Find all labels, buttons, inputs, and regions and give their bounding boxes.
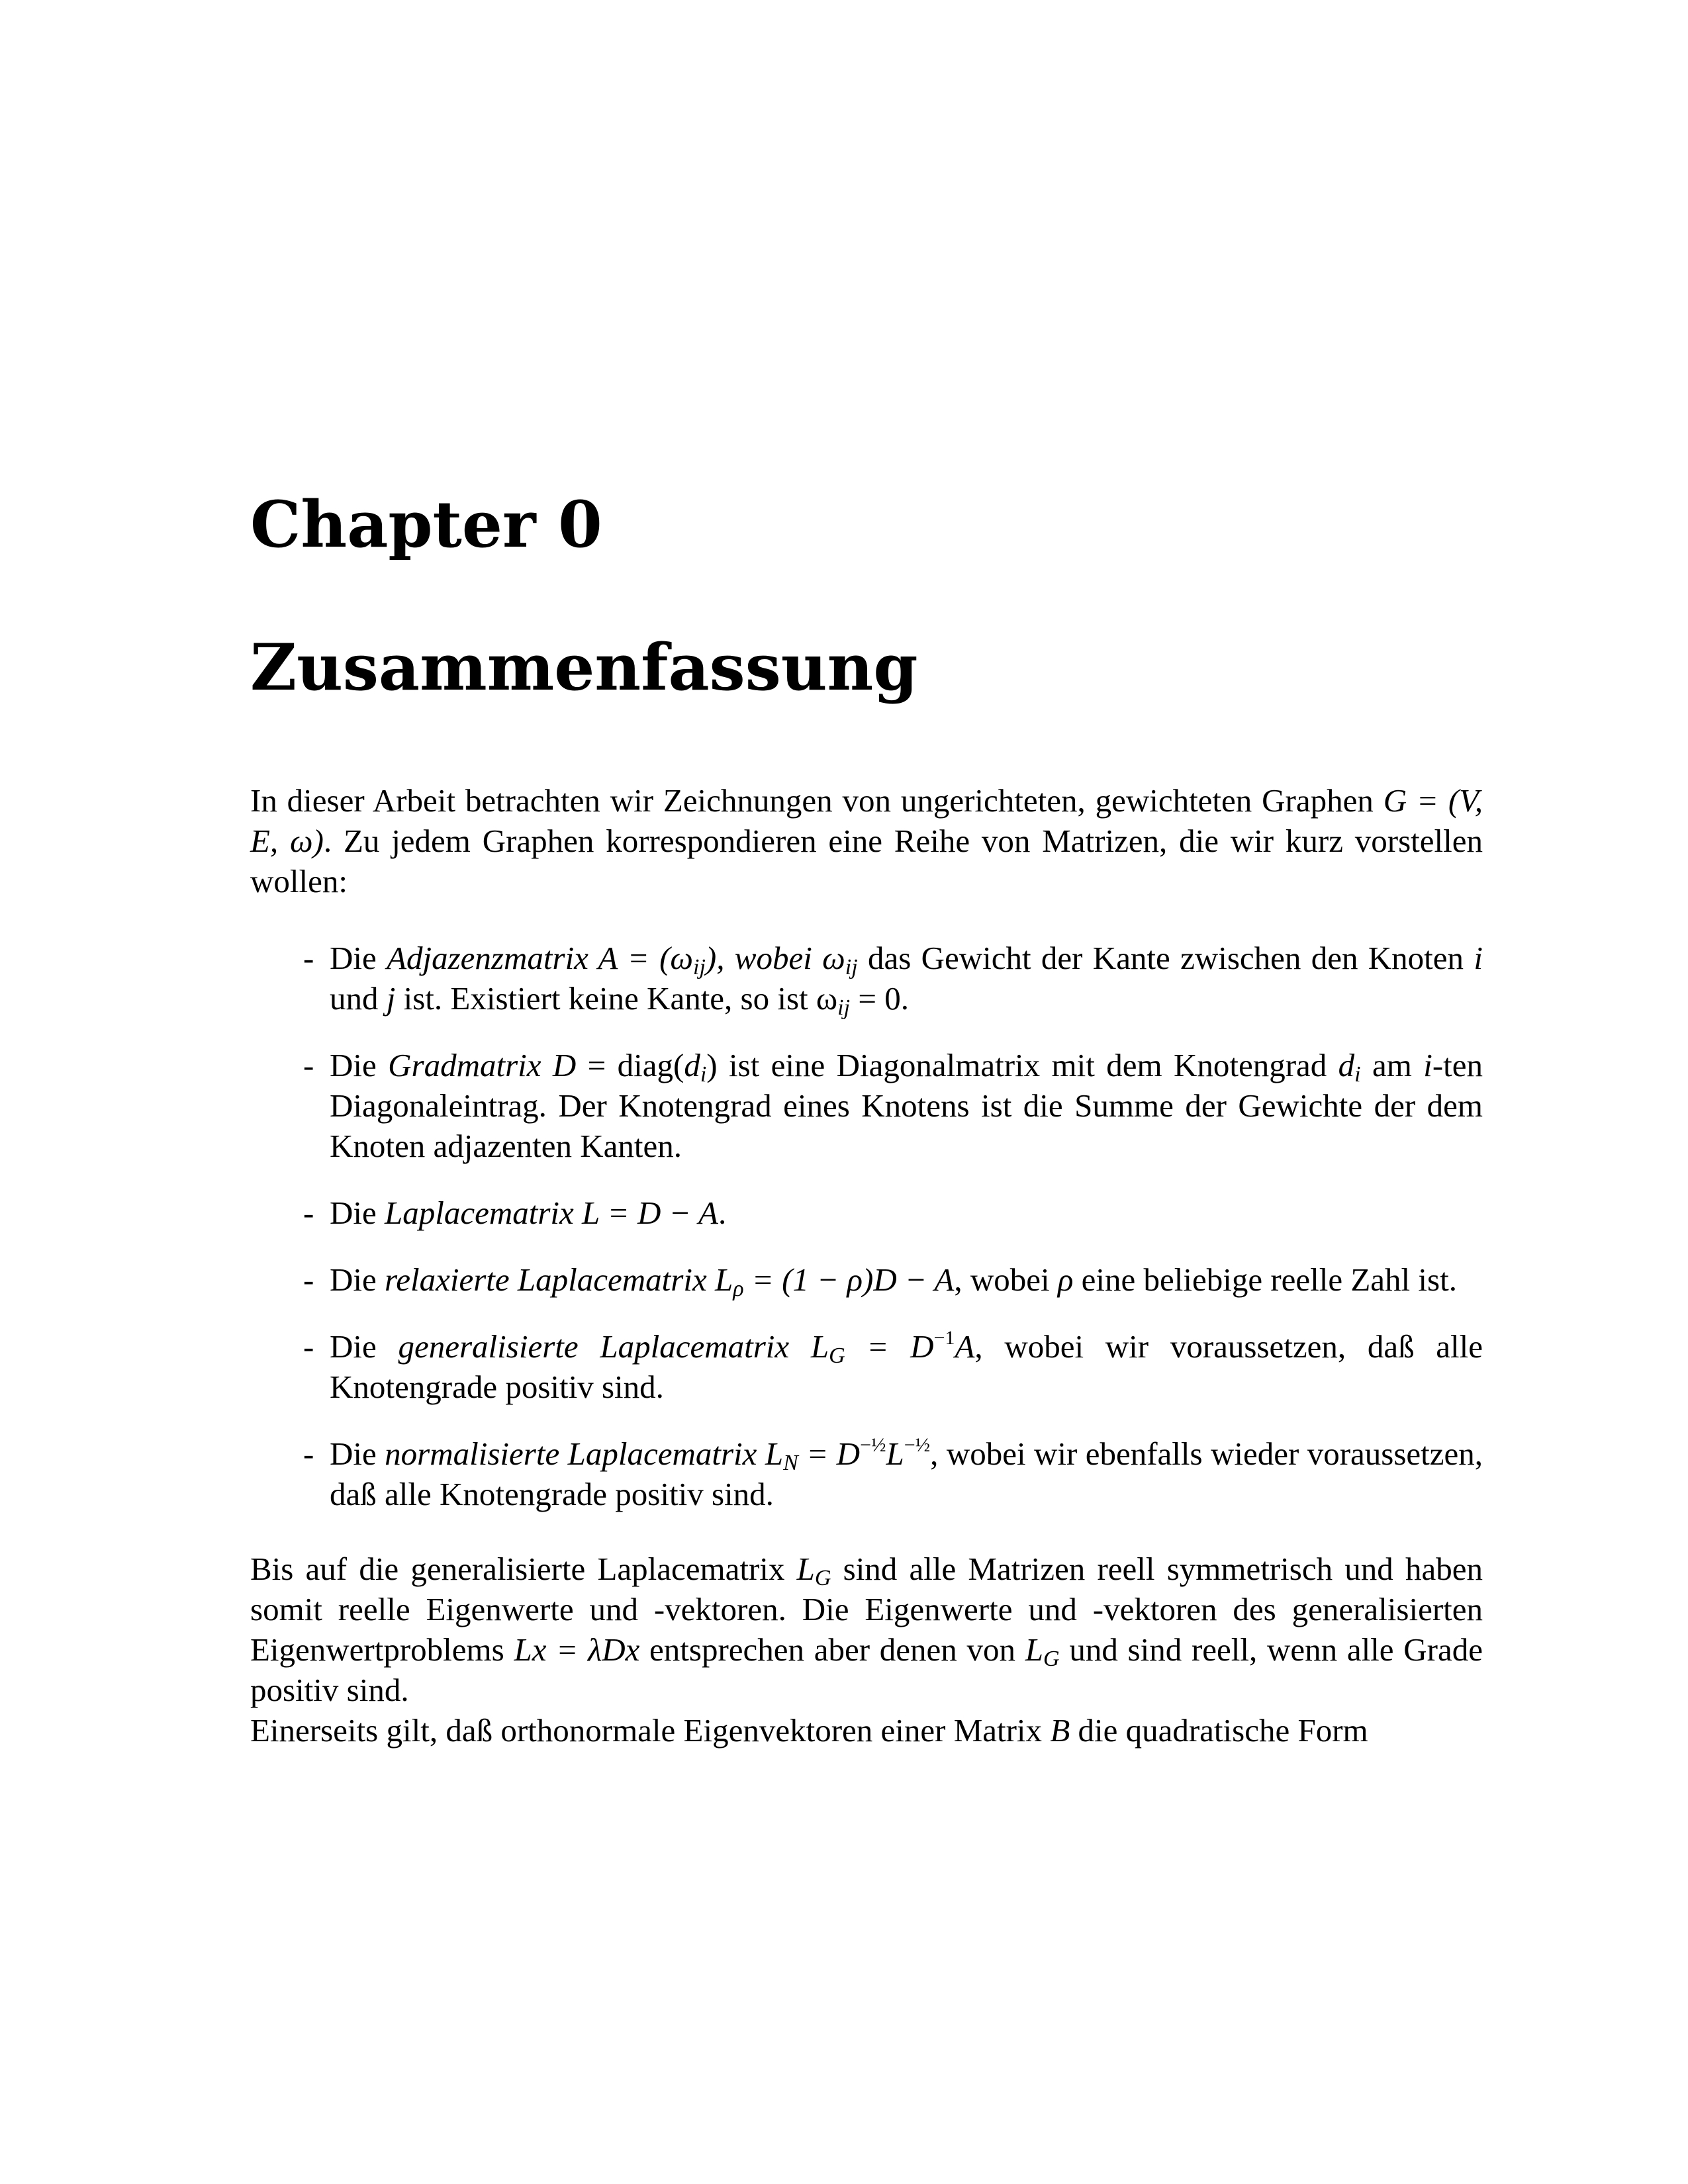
item-math-sup: −1 xyxy=(933,1327,955,1349)
item-math: L = D − A xyxy=(573,1195,718,1232)
list-item xyxy=(250,1259,1483,1300)
chapter-label: Chapter 0 xyxy=(250,487,602,562)
item-term: relaxierte Laplacematrix xyxy=(385,1261,707,1298)
item-math: D xyxy=(541,1047,577,1084)
closing-paragraph xyxy=(250,1549,1483,1751)
list-dash: - xyxy=(303,1435,314,1473)
item-math: i xyxy=(1474,940,1483,977)
closing-text: und sind reell, wenn alle Grade positiv sind. xyxy=(250,1631,1483,1709)
item-math: d xyxy=(684,1047,700,1084)
list-dash: - xyxy=(303,1328,314,1365)
item-math-sup: −½ xyxy=(860,1434,886,1457)
intro-text-2: . Zu jedem Graphen korrespondieren eine Reihe von Matrizen, die wir kurz vorstellen wollen: xyxy=(250,823,1483,900)
closing-text: Bis auf die generalisierte Laplacematrix xyxy=(250,1551,797,1588)
item-text: ist. Existiert keine Kante, so ist ω xyxy=(395,980,838,1017)
item-text: Die xyxy=(330,1047,389,1084)
item-text: am xyxy=(1360,1047,1424,1084)
intro-math-graph: G = (V, E, ω) xyxy=(250,782,1483,860)
item-math-sub: i xyxy=(1354,1062,1361,1087)
item-text: . xyxy=(718,1195,727,1232)
item-math: = D xyxy=(845,1328,934,1365)
item-text: und xyxy=(330,980,387,1017)
item-math: A = (ω xyxy=(588,940,694,977)
item-text: , wobei wir voraussetzen, daß alle Knotengrade positiv sind. xyxy=(330,1328,1483,1406)
item-text: -ten Diagonaleintrag. Der Knotengrad eines Knotens ist die Summe der Gewichte der dem Knoten adjazenten Kanten. xyxy=(330,1047,1483,1165)
closing-math: L xyxy=(1025,1631,1044,1668)
list-item xyxy=(250,938,1483,1019)
item-math-sub: i xyxy=(700,1062,707,1087)
item-text: ) ist eine Diagonalmatrix mit dem Knotengrad xyxy=(706,1047,1338,1084)
item-math-sub: N xyxy=(783,1451,798,1476)
matrix-list xyxy=(250,938,1483,1514)
item-text: , wobei wir ebenfalls wieder voraussetzen, daß alle Knotengrade positiv sind. xyxy=(330,1435,1483,1513)
list-item xyxy=(250,1433,1483,1514)
item-text: Die xyxy=(330,1328,399,1365)
item-text: das Gewicht der Kante zwischen den Knoten xyxy=(857,940,1474,977)
chapter-title: Zusammenfassung xyxy=(250,629,918,705)
item-math-sub: ρ xyxy=(733,1277,744,1302)
intro-paragraph xyxy=(250,780,1483,901)
item-math: i xyxy=(1423,1047,1432,1084)
item-math: L xyxy=(789,1328,829,1365)
item-math: = diag( xyxy=(576,1047,684,1084)
item-math: L xyxy=(886,1435,904,1473)
item-text: eine beliebige reelle Zahl ist. xyxy=(1073,1261,1457,1298)
closing-text: sind alle Matrizen reell symmetrisch und haben somit reelle Eigenwerte und -vektoren. Die Eigenwerte und -vektoren des generalisierten Eigenwertproblems xyxy=(250,1551,1483,1668)
closing-math-sub: G xyxy=(814,1566,831,1591)
item-text: Die xyxy=(330,1435,385,1473)
item-math: L xyxy=(757,1435,784,1473)
list-dash: - xyxy=(303,940,314,977)
item-math: ρ xyxy=(1057,1261,1074,1298)
item-math: ), wobei ω xyxy=(705,940,845,977)
item-math-sup: −½ xyxy=(904,1434,931,1457)
item-math-sub: ij xyxy=(837,995,851,1021)
list-item xyxy=(250,1326,1483,1407)
list-dash: - xyxy=(303,1261,314,1298)
list-item xyxy=(250,1193,1483,1233)
item-text: Die xyxy=(330,1261,385,1298)
item-math: = D xyxy=(798,1435,861,1473)
item-math-sub: G xyxy=(829,1343,845,1369)
item-math: d xyxy=(1338,1047,1355,1084)
list-dash: - xyxy=(303,1047,314,1084)
item-math: = (1 − ρ)D − A xyxy=(743,1261,955,1298)
item-math: A xyxy=(955,1328,975,1365)
item-term: generalisierte Laplacematrix xyxy=(398,1328,790,1365)
item-term: Gradmatrix xyxy=(388,1047,541,1084)
item-text: , wobei xyxy=(954,1261,1058,1298)
item-text: Die xyxy=(330,1195,385,1232)
list-dash: - xyxy=(303,1195,314,1232)
page xyxy=(250,487,1483,1751)
item-math-sub: ij xyxy=(845,955,858,980)
closing-math: B xyxy=(1050,1712,1070,1749)
closing-text: entsprechen aber denen von xyxy=(639,1631,1025,1668)
closing-math: L xyxy=(796,1551,815,1588)
item-math: L xyxy=(706,1261,733,1298)
item-math-sub: ij xyxy=(693,955,706,980)
closing-math: Lx = λDx xyxy=(514,1631,640,1668)
item-term: normalisierte Laplacematrix xyxy=(385,1435,757,1473)
item-math: j xyxy=(386,980,396,1017)
list-item xyxy=(250,1045,1483,1166)
item-text: Die xyxy=(330,940,387,977)
closing-text: die quadratische Form xyxy=(1070,1712,1368,1749)
item-text: = 0. xyxy=(850,980,909,1017)
item-term: Adjazenzmatrix xyxy=(387,940,588,977)
intro-text-1: In dieser Arbeit betrachten wir Zeichnungen von ungerichteten, gewichteten Graphen xyxy=(250,782,1383,819)
item-term: Laplacematrix xyxy=(385,1195,574,1232)
closing-math-sub: G xyxy=(1043,1647,1060,1672)
closing-text: Einerseits gilt, daß orthonormale Eigenvektoren einer Matrix xyxy=(250,1712,1051,1749)
